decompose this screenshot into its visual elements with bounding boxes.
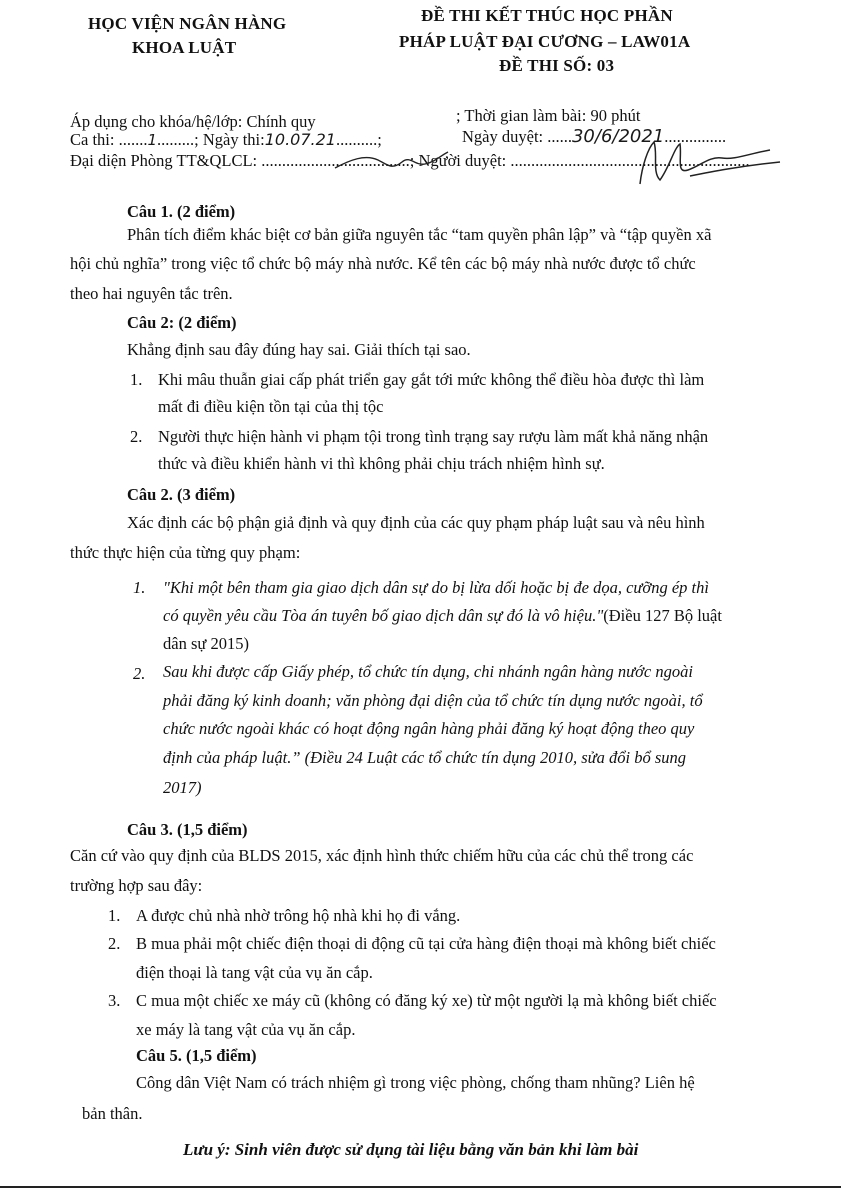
question-1-line: theo hai nguyên tắc trên. [70,284,233,303]
list-number: 1. [108,906,121,925]
department-row: Đại diện Phòng TT&QLCL: ....................................; Người duyệt: .......................................................... [70,151,750,170]
question-4-item: C mua một chiếc xe máy cũ (không có đăng ký xe) từ một người lạ mà không biết chiếc [136,991,717,1010]
footer-note: Lưu ý: Sinh viên được sử dụng tài liệu bằng văn bản khi làm bài [183,1140,639,1159]
question-2-item: mất đi điều kiện tồn tại của thị tộc [158,397,384,416]
question-3-item: "Khi một bên tham gia giao dịch dân sự do bị lừa dối hoặc bị đe dọa, cưỡng ép thì [163,578,709,597]
duration: ; Thời gian làm bài: 90 phút [456,106,641,125]
list-number: 3. [108,991,121,1010]
list-number: 1. [130,370,143,389]
question-3-item: có quyền yêu cầu Tòa án tuyên bố giao dịch dân sự đó là vô hiệu."(Điều 127 Bộ luật [163,606,722,625]
question-4-item: B mua phải một chiếc điện thoại di động cũ tại cửa hàng điện thoại mà không biết chiếc [136,934,716,953]
exam-date-handwritten: 10.07.21 [264,130,336,149]
question-3-item: phải đăng ký kinh doanh; văn phòng đại diện của tổ chức tín dụng nước ngoài, tổ [163,691,703,710]
question-2-item: Khi mâu thuẫn giai cấp phát triển gay gắt tới mức không thể điều hòa được thì làm [158,370,705,389]
list-number: 1. [133,578,146,597]
question-3-item: chức nước ngoài khác có hoạt động ngân hàng phải đăng ký hoạt động theo quy [163,719,695,738]
question-1-title: Câu 1. (2 điểm) [127,202,236,221]
qa-signature [330,140,460,180]
shift-label: Ca thi: ....... [70,130,148,149]
question-1-line: hội chủ nghĩa” trong việc tổ chức bộ máy nhà nước. Kể tên các bộ máy nhà nước được tổ chức [70,254,696,273]
question-3-item: Sau khi được cấp Giấy phép, tổ chức tín dụng, chi nhánh ngân hàng nước ngoài [163,662,693,681]
question-3-line: thức thực hiện của từng quy phạm: [70,543,301,562]
shift-value: 1 [147,131,158,149]
question-4-item: xe máy là tang vật của vụ ăn cắp. [136,1020,356,1039]
question-3-item: định của pháp luật.” (Điều 24 Luật các tổ chức tín dụng 2010, sửa đổi bổ sung [163,748,687,767]
question-4-item: điện thoại là tang vật của vụ ăn cắp. [136,963,373,982]
exam-number: ĐỀ THI SỐ: 03 [499,56,615,75]
exam-heading: ĐỀ THI KẾT THÚC HỌC PHẦN [421,6,673,25]
list-number: 2. [133,664,146,683]
apply-for: Áp dụng cho khóa/hệ/lớp: Chính quy [70,112,316,131]
question-2-intro: Khẳng định sau đây đúng hay sai. Giải thích tại sao. [127,340,471,359]
course-title: PHÁP LUẬT ĐẠI CƯƠNG – LAW01A [399,32,691,51]
question-4-item: A được chủ nhà nhờ trông hộ nhà khi họ đi vắng. [136,906,461,925]
question-2-item: thức và điều khiển hành vi thì không phải chịu trách nhiệm hình sự. [158,454,605,473]
question-2-title: Câu 2: (2 điểm) [127,313,237,332]
question-3-line: Xác định các bộ phận giả định và quy định của các quy phạm pháp luật sau và nêu hình [127,513,705,532]
exam-date-dots: ..........; [335,130,382,149]
list-number: 2. [130,427,143,446]
question-2-item: Người thực hiện hành vi phạm tội trong tình trạng say rượu làm mất khả năng nhận [158,427,709,446]
list-number: 2. [108,934,121,953]
shift-dots: .........; Ngày thi: [157,130,265,149]
approve-date-dots: ............... [664,127,727,146]
question-5-line: bản thân. [82,1104,143,1123]
approver-signature [630,136,790,191]
approve-date-handwritten: 30/6/2021 [571,126,665,147]
institution-name: HỌC VIỆN NGÂN HÀNG [88,14,287,33]
question-4-line: trường hợp sau đây: [70,876,203,895]
approve-date-label: Ngày duyệt: ...... [462,127,572,146]
question-3-item: dân sự 2015) [163,634,249,653]
question-1-line: Phân tích điểm khác biệt cơ bản giữa nguyên tắc “tam quyền phân lập” và “tập quyền xã [127,225,712,244]
question-3-title: Câu 2. (3 điểm) [127,485,236,504]
page-bottom-rule [0,1186,841,1188]
question-5-title: Câu 5. (1,5 điểm) [136,1046,257,1065]
question-4-line: Căn cứ vào quy định của BLDS 2015, xác định hình thức chiếm hữu của các chủ thể trong các [70,846,694,865]
question-3-item: 2017) [163,778,202,797]
question-4-title: Câu 3. (1,5 điểm) [127,820,248,839]
question-5-line: Công dân Việt Nam có trách nhiệm gì trong việc phòng, chống tham nhũng? Liên hệ [136,1073,695,1092]
faculty-name: KHOA LUẬT [132,38,237,57]
